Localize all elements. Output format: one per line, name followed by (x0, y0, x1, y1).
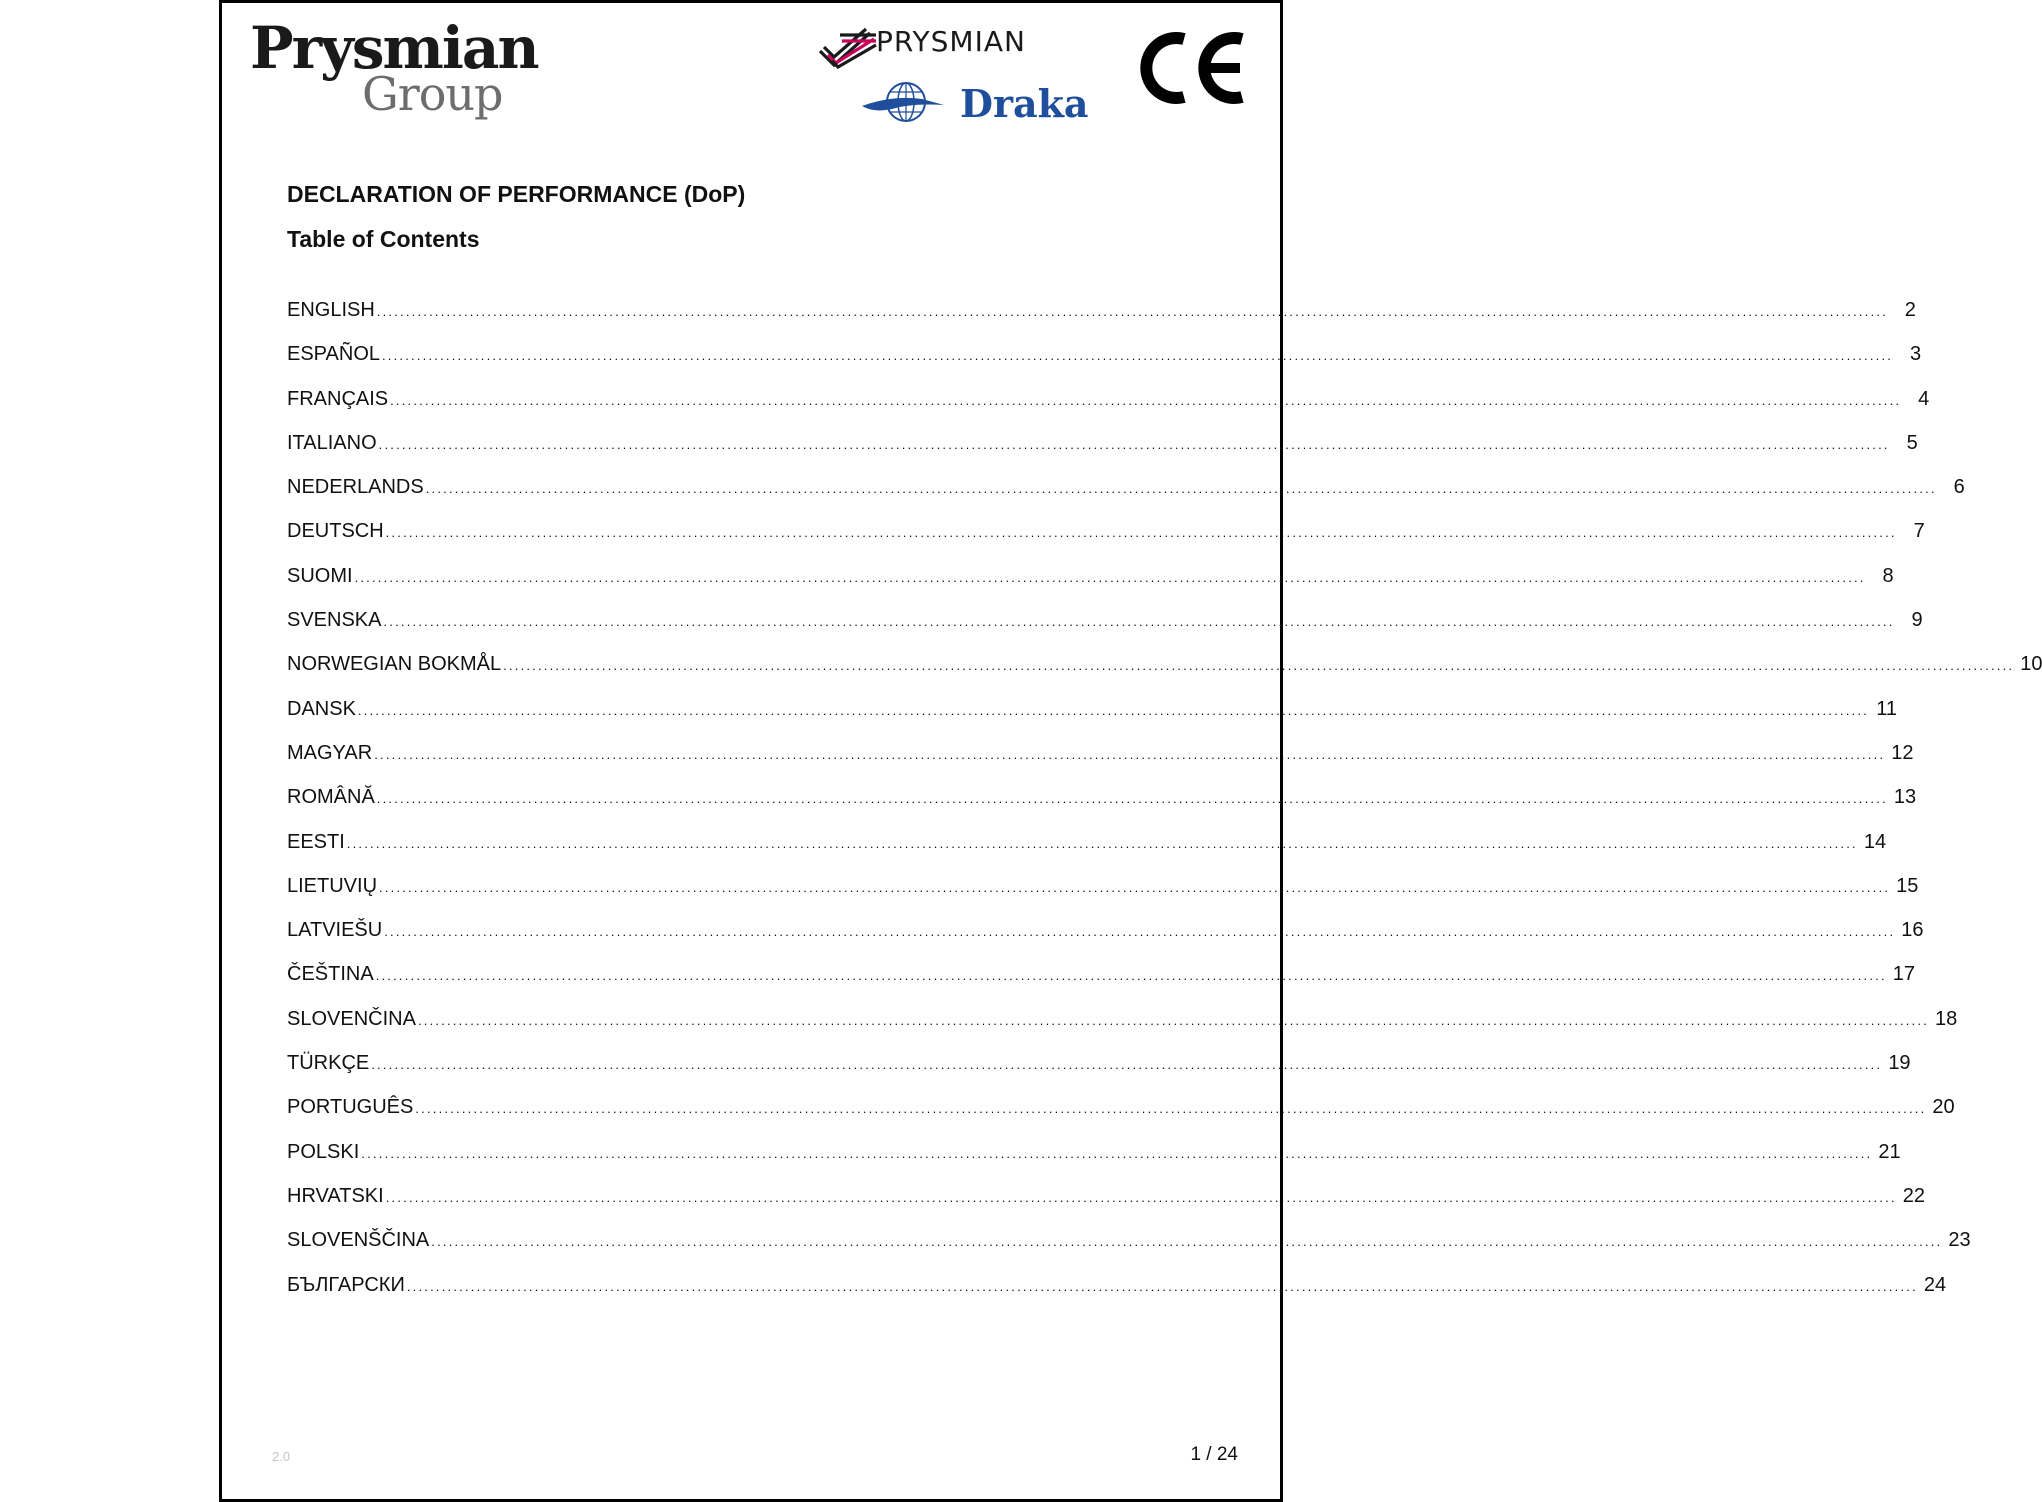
document-page (219, 0, 2042, 1502)
toc-entry-label: ROMÂNĂ (287, 786, 375, 809)
toc-entry-page-number: 21 (1878, 1140, 1901, 1163)
toc-entry-page-number: 7 (1913, 520, 1925, 543)
toc-dot-leader: .................................................................................................................................................................................................................................................................... (382, 348, 1894, 364)
toc-entry[interactable] (287, 516, 1925, 560)
toc-entry[interactable] (287, 959, 1916, 1003)
toc-entry-label: MAGYAR (287, 741, 373, 764)
toc-dot-leader: .................................................................................................................................................................................................................................................................... (385, 1189, 1897, 1205)
toc-entry-page-number: 5 (1906, 431, 1918, 454)
toc-dot-leader: .................................................................................................................................................................................................................................................................... (503, 658, 2015, 674)
toc-dot-leader: .................................................................................................................................................................................................................................................................... (417, 1012, 1930, 1028)
toc-dot-leader: .................................................................................................................................................................................................................................................................... (385, 525, 1897, 541)
prysmian-group-logo (250, 14, 538, 127)
toc-entry[interactable] (287, 827, 1887, 871)
toc-entry[interactable] (287, 871, 1919, 915)
toc-heading: Table of Contents (287, 226, 480, 252)
toc-entry[interactable] (287, 295, 1916, 339)
toc-entry-page-number: 14 (1863, 830, 1887, 853)
toc-dot-leader: .................................................................................................................................................................................................................................................................... (361, 1145, 1873, 1161)
toc-dot-leader: .................................................................................................................................................................................................................................................................... (406, 1278, 1918, 1294)
toc-entry-label: DANSK (287, 697, 356, 720)
toc-entry-label: ITALIANO (287, 431, 377, 454)
toc-dot-leader: .................................................................................................................................................................................................................................................................... (357, 702, 1869, 718)
toc-dot-leader: .................................................................................................................................................................................................................................................................... (431, 1234, 1943, 1250)
toc-entry-page-number: 20 (1932, 1096, 1955, 1119)
toc-dot-leader: .................................................................................................................................................................................................................................................................... (383, 614, 1895, 630)
toc-entry-label: EESTI (287, 830, 345, 853)
toc-entry-page-number: 22 (1902, 1184, 1926, 1207)
toc-entry[interactable] (287, 1181, 1926, 1225)
toc-entry[interactable] (287, 384, 1930, 428)
toc-entry-label: БЪЛГАРСКИ (287, 1273, 405, 1296)
toc-entry-label: ESPAÑOL (287, 343, 380, 366)
toc-entry-page-number: 10 (2020, 653, 2042, 676)
toc-entry-page-number: 17 (1892, 963, 1916, 986)
toc-dot-leader: .................................................................................................................................................................................................................................................................... (415, 1101, 1927, 1117)
toc-entry-page-number: 6 (1953, 476, 1965, 499)
toc-entry[interactable] (287, 649, 2042, 693)
toc-entry-page-number: 3 (1909, 343, 1922, 366)
toc-entry-label: ČEŠTINA (287, 963, 374, 986)
toc-entry-label: POLSKI (287, 1140, 360, 1163)
prysmian-group-logo-line2: Group (362, 67, 503, 121)
toc-dot-leader: .................................................................................................................................................................................................................................................................... (354, 569, 1866, 585)
toc-entry-page-number: 8 (1882, 564, 1894, 587)
toc-entry-page-number: 4 (1918, 387, 1930, 410)
toc-entry-page-number: 16 (1901, 919, 1924, 942)
prysmian-group-logo-line1: Prysmian (250, 14, 538, 82)
version-label: 2.0 (272, 1449, 291, 1464)
toc-entry-page-number: 24 (1923, 1273, 1947, 1296)
toc-entry-page-number: 15 (1896, 874, 1919, 897)
prysmian-stripes-icon (818, 27, 878, 73)
toc-entry-label: PORTUGUÊS (287, 1096, 414, 1119)
toc-entry-label: HRVATSKI (287, 1184, 384, 1207)
toc-entry-page-number: 23 (1948, 1229, 1971, 1252)
draka-text: Draka (960, 81, 1089, 126)
globe-icon (862, 79, 944, 129)
toc-entry[interactable] (287, 561, 1894, 605)
toc-dot-leader: .................................................................................................................................................................................................................................................................... (425, 481, 1937, 497)
toc-entry-label: TÜRKÇE (287, 1052, 370, 1075)
toc-entry-label: NEDERLANDS (287, 476, 424, 499)
toc-entry[interactable] (287, 1092, 1955, 1136)
toc-dot-leader: .................................................................................................................................................................................................................................................................... (376, 304, 1888, 319)
toc-entry[interactable] (287, 915, 1924, 959)
toc-entry[interactable] (287, 782, 1917, 826)
toc-entry[interactable] (287, 1225, 1971, 1269)
toc-entry-label: ENGLISH (287, 299, 375, 321)
toc-entry-label: SUOMI (287, 564, 353, 587)
toc-entry-label: SVENSKA (287, 609, 382, 632)
toc-entry-page-number: 2 (1904, 299, 1916, 321)
toc-entry-label: NORWEGIAN BOKMÅL (287, 653, 502, 676)
toc-entry-label: SLOVENŠČINA (287, 1229, 430, 1252)
toc-dot-leader: .................................................................................................................................................................................................................................................................... (384, 924, 1896, 940)
toc-dot-leader: .................................................................................................................................................................................................................................................................... (376, 791, 1888, 807)
ce-mark-icon (1140, 29, 1246, 107)
toc-dot-leader: .................................................................................................................................................................................................................................................................... (371, 1057, 1883, 1073)
table-of-contents (287, 295, 2042, 1314)
document-title: DECLARATION OF PERFORMANCE (DoP) (287, 181, 746, 207)
toc-entry-page-number: 13 (1893, 786, 1917, 809)
toc-entry-label: SLOVENČINA (287, 1007, 416, 1030)
toc-dot-leader: .................................................................................................................................................................................................................................................................... (379, 879, 1891, 895)
toc-entry[interactable] (287, 738, 1914, 782)
toc-entry[interactable] (287, 1048, 1911, 1092)
toc-dot-leader: .................................................................................................................................................................................................................................................................... (390, 392, 1902, 408)
prysmian-brand-logo (818, 27, 1080, 73)
toc-entry-page-number: 19 (1888, 1052, 1911, 1075)
prysmian-brand-text: PRYSMIAN (876, 25, 1026, 58)
toc-entry-label: LATVIEŠU (287, 919, 383, 942)
toc-entry[interactable] (287, 1270, 1947, 1314)
toc-dot-leader: .................................................................................................................................................................................................................................................................... (375, 968, 1887, 984)
toc-entry-label: FRANÇAIS (287, 387, 389, 410)
toc-dot-leader: .................................................................................................................................................................................................................................................................... (378, 436, 1890, 452)
toc-entry-page-number: 12 (1891, 741, 1914, 764)
toc-entry-page-number: 11 (1876, 697, 1897, 720)
toc-dot-leader: .................................................................................................................................................................................................................................................................... (346, 835, 1858, 851)
toc-entry[interactable] (287, 605, 1923, 649)
toc-entry[interactable] (287, 694, 1897, 738)
toc-entry-page-number: 9 (1911, 609, 1923, 632)
toc-entry[interactable] (287, 1004, 1958, 1048)
draka-logo (862, 79, 1089, 129)
toc-entry[interactable] (287, 472, 1965, 516)
toc-entry-page-number: 18 (1935, 1007, 1958, 1030)
toc-entry-label: LIETUVIŲ (287, 874, 378, 897)
toc-entry[interactable] (287, 339, 1922, 383)
page-number: 1 / 24 (1190, 1444, 1238, 1465)
toc-entry[interactable] (287, 428, 1918, 472)
toc-dot-leader: .................................................................................................................................................................................................................................................................... (374, 746, 1886, 762)
toc-entry[interactable] (287, 1137, 1901, 1181)
toc-entry-label: DEUTSCH (287, 520, 384, 543)
